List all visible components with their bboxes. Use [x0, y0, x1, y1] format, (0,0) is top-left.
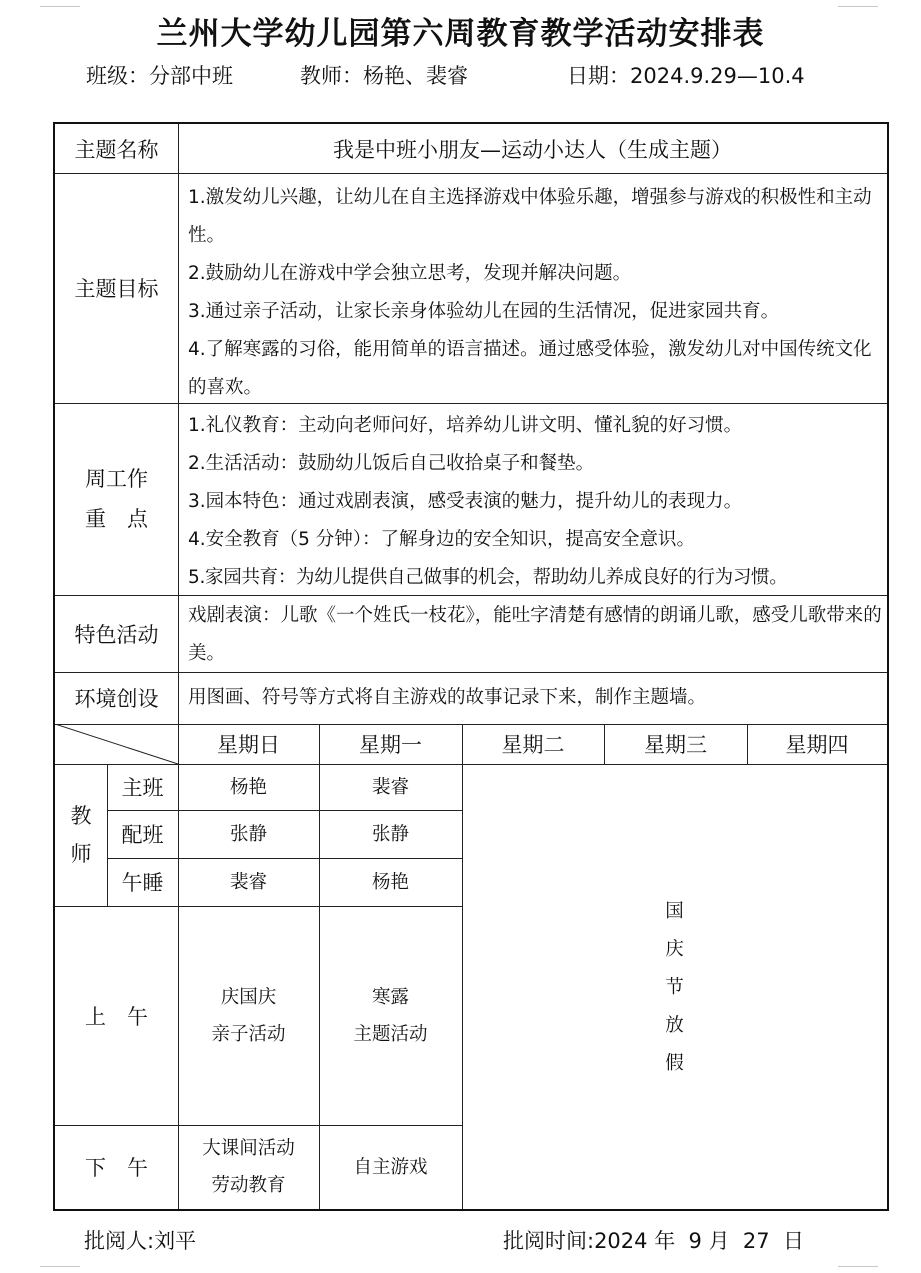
- activity-line: 寒露: [371, 986, 409, 1008]
- monday-afternoon-activity: 自主游戏: [353, 1156, 428, 1178]
- focus-item: 5.家园共育：为幼儿提供自己做事的机会，帮助幼儿养成良好的行为习惯。: [188, 567, 788, 588]
- header-diagonal-line: [55, 724, 179, 765]
- goal-item: 1.激发幼儿兴趣，让幼儿在自主选择游戏中体验乐趣，增强参与游戏的积极性和主动性。: [188, 187, 872, 246]
- teacher-label: 教师：杨艳、裴睿: [300, 64, 468, 88]
- day-header-thursday: 星期四: [785, 733, 849, 757]
- monday-main-teacher: 裴睿: [371, 776, 409, 798]
- role-nap-label: 午睡: [121, 871, 164, 895]
- theme-name-value: 我是中班小朋友—运动小达人（生成主题）: [333, 137, 732, 162]
- theme-goals-label: 主题目标: [74, 277, 159, 301]
- goal-item: 2.鼓励幼儿在游戏中学会独立思考，发现并解决问题。: [188, 263, 632, 284]
- focus-item: 4.安全教育（5 分钟）：了解身边的安全知识，提高安全意识。: [188, 529, 696, 550]
- date-label: 日期：2024.9.29—10.4: [567, 64, 805, 88]
- holiday-vertical-text: [663, 893, 687, 1083]
- day-header-tuesday: 星期二: [501, 733, 565, 757]
- day-header-sunday: 星期日: [217, 733, 280, 757]
- activity-line: 庆国庆: [220, 986, 277, 1008]
- focus-item: 1.礼仪教育：主动向老师问好，培养幼儿讲文明、懂礼貌的好习惯。: [188, 415, 743, 436]
- theme-goals-list: [178, 179, 887, 403]
- activity-line: 大课间活动: [202, 1138, 295, 1159]
- monday-morning-activity: [319, 906, 462, 1125]
- monday-assistant-teacher: 张静: [371, 823, 409, 845]
- morning-label: 上 午: [85, 1004, 148, 1029]
- focus-item: 3.园本特色：通过戏剧表演，感受表演的魅力，提升幼儿的表现力。: [188, 491, 743, 512]
- week-focus-label: [55, 403, 178, 595]
- class-label: 班级：分部中班: [86, 64, 233, 88]
- environment-value: [178, 679, 887, 724]
- holiday-char: 国: [665, 900, 684, 922]
- teacher-group-label: [55, 764, 107, 906]
- national-day-holiday-cell: [462, 764, 887, 1209]
- sunday-main-teacher: 杨艳: [229, 776, 267, 798]
- activity-line: 亲子活动: [211, 1023, 286, 1045]
- monday-nap-teacher: 杨艳: [371, 871, 409, 893]
- sunday-morning-activity: [178, 906, 319, 1125]
- special-activity-text: 戏剧表演：儿歌《一个姓氏一枝花》，能吐字清楚有感情的朗诵儿歌，感受儿歌带来的美。: [188, 605, 882, 664]
- sunday-afternoon-activity: [178, 1125, 319, 1209]
- document-title: 兰州大学幼儿园第六周教育教学活动安排表: [156, 16, 765, 52]
- focus-item: 2.生活活动：鼓励幼儿饭后自己收拾桌子和餐垫。: [188, 453, 595, 474]
- review-time-label: 批阅时间:2024 年 9 月 27 日: [503, 1229, 805, 1253]
- sunday-assistant-teacher: 张静: [229, 823, 267, 845]
- holiday-char: 放: [665, 1014, 684, 1036]
- day-header-monday: 星期一: [359, 733, 422, 757]
- week-focus-list: [178, 407, 887, 595]
- teacher-group-char: 教: [70, 804, 92, 828]
- activity-line: 主题活动: [353, 1023, 428, 1045]
- grid-line: [55, 173, 887, 174]
- schedule-table: [53, 122, 889, 1211]
- scan-corner-mark: [40, 0, 80, 7]
- activity-line: 劳动教育: [211, 1175, 286, 1196]
- special-activity-label: 特色活动: [74, 622, 159, 647]
- afternoon-label: 下 午: [85, 1156, 148, 1180]
- scan-corner-mark: [838, 0, 878, 7]
- week-focus-label-line: 周工作: [85, 467, 148, 491]
- holiday-char: 庆: [665, 938, 684, 960]
- goal-item: 3.通过亲子活动，让家长亲身体验幼儿在园的生活情况，促进家园共育。: [188, 301, 780, 322]
- environment-text: 用图画、符号等方式将自主游戏的故事记录下来，制作主题墙。: [188, 687, 707, 708]
- sunday-nap-teacher: 裴睿: [229, 871, 267, 893]
- environment-label: 环境创设: [74, 687, 159, 711]
- role-main-label: 主班: [121, 776, 164, 800]
- reviewer-label: 批阅人:刘平: [84, 1229, 197, 1253]
- theme-name-label: 主题名称: [74, 137, 159, 162]
- teacher-group-char: 师: [70, 842, 92, 866]
- week-focus-label-line: 重 点: [85, 507, 148, 531]
- goal-item: 4.了解寒露的习俗，能用简单的语言描述。通过感受体验，激发幼儿对中国传统文化的喜欢。: [188, 339, 872, 398]
- day-header-wednesday: 星期三: [644, 733, 707, 757]
- special-activity-value: [178, 597, 887, 672]
- role-assistant-label: 配班: [121, 823, 164, 847]
- holiday-char: 节: [665, 976, 684, 998]
- holiday-char: 假: [665, 1052, 684, 1074]
